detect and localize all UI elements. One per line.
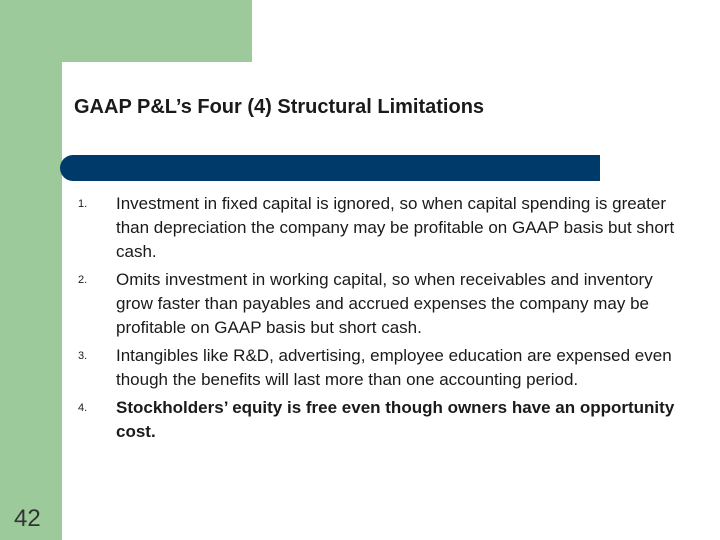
slide-title: GAAP P&L’s Four (4) Structural Limitations <box>74 96 485 118</box>
item-number: 2. <box>78 274 88 286</box>
item-text: Intangibles like R&D, advertising, employee education are expensed even though the benefits will last more than one accounting period. <box>116 346 672 389</box>
title-divider-bar <box>60 155 600 181</box>
item-number: 1. <box>78 198 88 210</box>
item-number: 3. <box>78 350 88 362</box>
item-text: Omits investment in working capital, so when receivables and inventory grow faster than payables and accrued expenses the company may be profitable on GAAP basis but short cash. <box>116 270 653 337</box>
list-item <box>78 396 678 444</box>
item-text: Stockholders’ equity is free even though owners have an opportunity cost. <box>116 398 675 441</box>
list-item <box>78 192 678 264</box>
item-text: Investment in fixed capital is ignored, so when capital spending is greater than depreciation the company may be profitable on GAAP basis but short cash. <box>116 194 675 261</box>
item-number: 4. <box>78 402 88 414</box>
limitations-list <box>78 192 678 448</box>
list-item <box>78 268 678 340</box>
page-number: 42 <box>14 505 41 532</box>
green-left-band <box>0 0 62 540</box>
list-item <box>78 344 678 392</box>
